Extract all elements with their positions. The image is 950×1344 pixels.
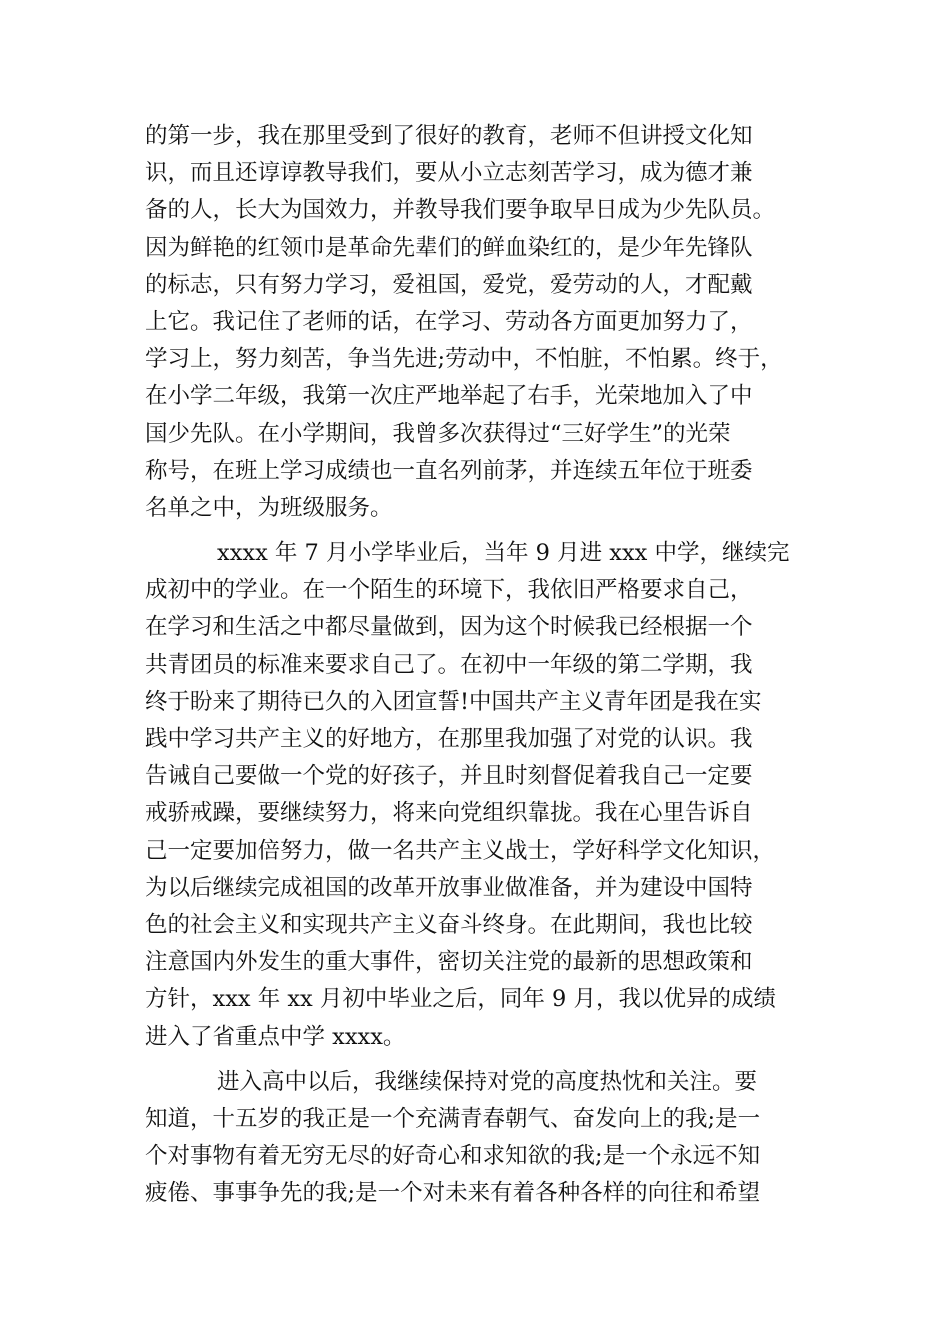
text-line: 告诫自己要做一个党的好孩子，并且时刻督促着我自己一定要 — [145, 763, 753, 790]
document-body — [145, 118, 825, 1212]
text-line: 的标志，只有努力学习，爱祖国，爱党，爱劳动的人，才配戴 — [145, 271, 753, 298]
text-line: 学习上，努力刻苦，争当先进;劳动中，不怕脏，不怕累。终于， — [145, 346, 783, 373]
paragraph — [145, 1064, 825, 1213]
text-line: 个对事物有着无穷无尽的好奇心和求知欲的我;是一个永远不知 — [145, 1143, 761, 1170]
text-line: 为以后继续完成祖国的改革开放事业做准备，并为建设中国特 — [145, 874, 753, 901]
text-line: 称号，在班上学习成绩也一直名列前茅，并连续五年位于班委 — [145, 457, 753, 484]
text-line: 戒骄戒躁，要继续努力，将来向党组织靠拢。我在心里告诉自 — [145, 800, 753, 827]
text-line: 名单之中，为班级服务。 — [145, 494, 393, 521]
text-line: 成初中的学业。在一个陌生的环境下，我依旧严格要求自己， — [145, 577, 753, 604]
text-line: 己一定要加倍努力，做一名共产主义战士，学好科学文化知识， — [145, 837, 776, 864]
text-line: 备的人，长大为国效力，并教导我们要争取早日成为少先队员。 — [145, 197, 776, 224]
text-line: 践中学习共产主义的好地方，在那里我加强了对党的认识。我 — [145, 726, 753, 752]
text-line: 进入了省重点中学 xxxx。 — [145, 1023, 406, 1050]
text-line: 国少先队。在小学期间，我曾多次获得过“三好学生”的光荣 — [145, 420, 731, 447]
text-line: 进入高中以后，我继续保持对党的高度热忱和关注。要 — [217, 1068, 758, 1095]
text-line: 上它。我记住了老师的话，在学习、劳动各方面更加努力了， — [145, 308, 753, 335]
paragraph-gap — [145, 527, 825, 535]
text-line: 在小学二年级，我第一次庄严地举起了右手，光荣地加入了中 — [145, 383, 753, 410]
text-line: 色的社会主义和实现共产主义奋斗终身。在此期间，我也比较 — [145, 911, 753, 938]
paragraph-gap — [145, 1056, 825, 1064]
text-line: 在学习和生活之中都尽量做到，因为这个时候我已经根据一个 — [145, 614, 753, 641]
text-line: 方针，xxx 年 xx 月初中毕业之后，同年 9 月，我以优异的成绩 — [145, 986, 777, 1013]
paragraph — [145, 535, 825, 1056]
text-line: xxxx 年 7 月小学毕业后，当年 9 月进 xxx 中学，继续完 — [217, 540, 790, 567]
text-line: 终于盼来了期待已久的入团宣誓!中国共产主义青年团是我在实 — [145, 688, 762, 715]
text-line: 注意国内外发生的重大事件，密切关注党的最新的思想政策和 — [145, 949, 753, 976]
text-line: 共青团员的标准来要求自己了。在初中一年级的第二学期，我 — [145, 651, 753, 678]
text-line: 识，而且还谆谆教导我们，要从小立志刻苦学习，成为德才兼 — [145, 160, 753, 187]
text-line: 的第一步，我在那里受到了很好的教育，老师不但讲授文化知 — [145, 123, 753, 149]
text-line: 知道，十五岁的我正是一个充满青春朝气、奋发向上的我;是一 — [145, 1105, 761, 1132]
text-line: 疲倦、事事争先的我;是一个对未来有着各种各样的向往和希望 — [145, 1180, 761, 1207]
paragraph — [145, 118, 825, 527]
text-line: 因为鲜艳的红领巾是革命先辈们的鲜血染红的，是少年先锋队 — [145, 234, 753, 261]
